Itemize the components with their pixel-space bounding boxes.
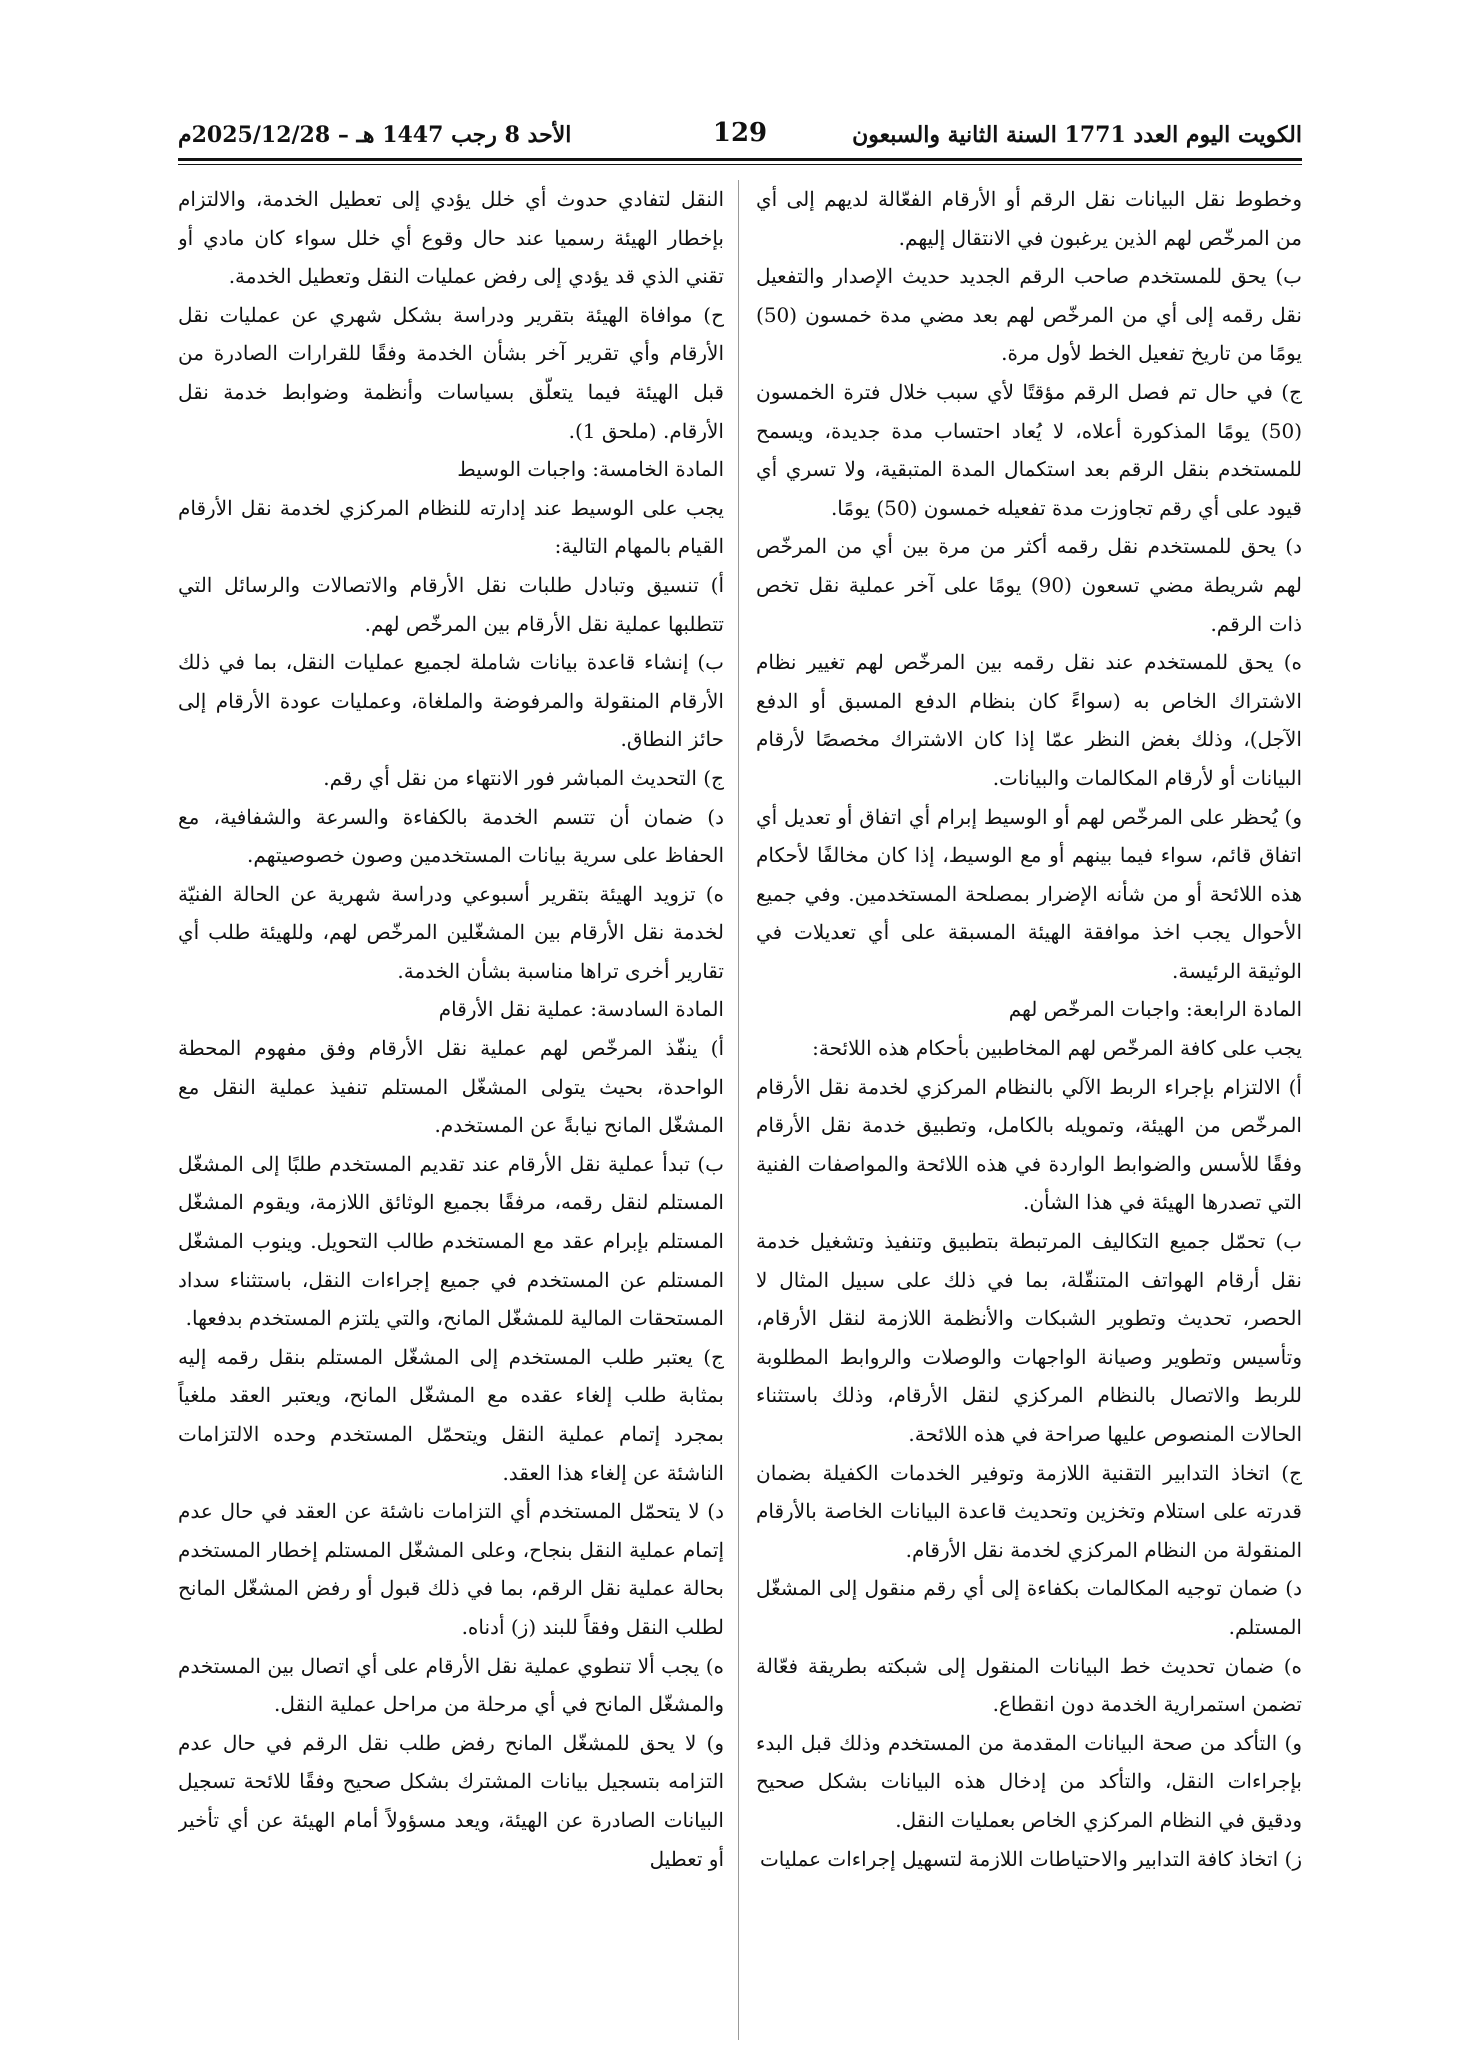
paragraph: ح) موافاة الهيئة بتقرير ودراسة بشكل شهري عن عمليات نقل الأرقام وأي تقرير آخر بشأن الخدمة وفقًا للقرارات الصادرة من قبل الهيئة فيما يتعلّق بسياسات وأنظمة وضوابط خدمة نقل الأرقام. (ملحق 1).	[178, 302, 724, 443]
right-column	[756, 180, 1302, 2040]
paragraph: د) ضمان توجيه المكالمات بكفاءة إلى أي رقم منقول إلى المشغّل المستلم.	[756, 1576, 1302, 1639]
paragraph: د) يحق للمستخدم نقل رقمه أكثر من مرة بين أي من المرخّص لهم شريطة مضي تسعون (90) يومًا على آخر عملية نقل تخص ذات الرقم.	[756, 534, 1302, 636]
left-column	[178, 180, 724, 2040]
paragraph: و) يُحظر على المرخّص لهم أو الوسيط إبرام أي اتفاق أو تعديل أي اتفاق قائم، سواء فيما بينهم أو مع الوسيط، إذا كان مخالفًا لأحكام هذه اللائحة أو من شأنه الإضرار بمصلحة المستخدمين. وفي جميع الأحوال يجب اخذ موافقة الهيئة المسبقة على أي تعديلات في الوثيقة الرئيسة.	[756, 804, 1302, 983]
paragraph: ج) يعتبر طلب المستخدم إلى المشغّل المستلم بنقل رقمه إليه بمثابة طلب إلغاء عقده مع المشغّل المانح، ويعتبر العقد ملغياً بمجرد إتمام عملية النقل ويتحمّل المستخدم وحده الالتزامات الناشئة عن إلغاء هذا العقد.	[178, 1344, 724, 1485]
paragraph: ه) يجب ألا تنطوي عملية نقل الأرقام على أي اتصال بين المستخدم والمشغّل المانح في أي مرحلة من مراحل عملية النقل.	[178, 1653, 724, 1717]
paragraph: وخطوط نقل البيانات نقل الرقم أو الأرقام الفعّالة لديهم إلى أي من المرخّص لهم الذين يرغبون في الانتقال إليهم.	[756, 187, 1302, 250]
paragraph: ب) تبدأ عملية نقل الأرقام عند تقديم المستخدم طلبًا إلى المشغّل المستلم لنقل رقمه، مرفقًا بجميع الوثائق اللازمة، ويقوم المشغّل المستلم بإبرام عقد مع المستخدم طالب التحويل. وينوب المشغّل المستلم عن المستخدم في جميع إجراءات النقل، باستثناء سداد المستحقات المالية للمشغّل المانح، والتي يلتزم المستخدم بدفعها.	[178, 1151, 724, 1331]
paragraph: و) التأكد من صحة البيانات المقدمة من المستخدم وذلك قبل البدء بإجراءات النقل، والتأكد من إدخال هذه البيانات بشكل صحيح ودقيق في النظام المركزي الخاص بعمليات النقل.	[756, 1730, 1302, 1832]
header-rule-thick	[178, 158, 1302, 161]
paragraph: ج) في حال تم فصل الرقم مؤقتًا لأي سبب خلال فترة الخمسون (50) يومًا المذكورة أعلاه، لا يُعاد احتساب مدة جديدة، ويسمح للمستخدم بنقل الرقم بعد استكمال المدة المتبقية، ولا تسري أي قيود على أي رقم تجاوزت مدة تفعيله خمسون (50) يومًا.	[756, 379, 1302, 520]
page-number: 129	[712, 118, 768, 148]
paragraph: يجب على كافة المرخّص لهم المخاطبين بأحكام هذه اللائحة:	[812, 1036, 1302, 1061]
paragraph: ه) يحق للمستخدم عند نقل رقمه بين المرخّص لهم تغيير نظام الاشتراك الخاص به (سواءً كان بنظام الدفع المسبق أو الدفع الآجل)، وذلك بغض النظر عمّا إذا كان الاشتراك مخصصًا لأرقام البيانات أو لأرقام المكالمات والبيانات.	[756, 650, 1302, 790]
paragraph: أ) تنسيق وتبادل طلبات نقل الأرقام والاتصالات والرسائل التي تتطلبها عملية نقل الأرقام بين المرخّص لهم.	[178, 572, 724, 636]
paragraph: أ) ينفّذ المرخّص لهم عملية نقل الأرقام وفق مفهوم المحطة الواحدة، بحيث يتولى المشغّل المستلم تنفيذ عملية النقل مع المشغّل المانح نيابةً عن المستخدم.	[178, 1036, 724, 1138]
column-divider	[738, 180, 739, 2040]
paragraph: و) لا يحق للمشغّل المانح رفض طلب نقل الرقم في حال عدم التزامه بتسجيل بيانات المشترك بشكل صحيح وفقًا للائحة تسجيل البيانات الصادرة عن الهيئة، ويعد مسؤولاً أمام الهيئة عن أي تأخير أو تعطيل	[178, 1730, 724, 1871]
paragraph: د) لا يتحمّل المستخدم أي التزامات ناشئة عن العقد في حال عدم إتمام عملية النقل بنجاح، وعلى المشغّل المستلم إخطار المستخدم بحالة عملية نقل الرقم، بما في ذلك قبول أو رفض المشغّل المانح لطلب النقل وفقاً للبند (ز) أدناه.	[178, 1499, 724, 1639]
paragraph: ج) التحديث المباشر فور الانتهاء من نقل أي رقم.	[323, 765, 724, 790]
article-heading: المادة السادسة: عملية نقل الأرقام	[438, 997, 724, 1022]
header-date: الأحد 8 رجب 1447 هـ – 2025/12/28م	[178, 122, 572, 148]
paragraph: ب) يحق للمستخدم صاحب الرقم الجديد حديث الإصدار والتفعيل نقل رقمه إلى أي من المرخّص لهم بعد مضي مدة خمسون (50) يومًا من تاريخ تفعيل الخط لأول مرة.	[756, 264, 1302, 366]
page-header	[178, 118, 1302, 158]
paragraph: يجب على الوسيط عند إدارته للنظام المركزي لخدمة نقل الأرقام القيام بالمهام التالية:	[178, 495, 724, 559]
article-heading: المادة الرابعة: واجبات المرخّص لهم	[1008, 997, 1302, 1022]
paragraph: النقل لتفادي حدوث أي خلل يؤدي إلى تعطيل الخدمة، والالتزام بإخطار الهيئة رسميا عند حال وقوع أي خلل سواء كان مادي أو تقني الذي قد يؤدي إلى رفض عمليات النقل وتعطيل الخدمة.	[178, 187, 724, 289]
paragraph: ه) تزويد الهيئة بتقرير أسبوعي ودراسة شهرية عن الحالة الفنيّة لخدمة نقل الأرقام بين المشغّلين المرخّص لهم، وللهيئة طلب أي تقارير أخرى تراها مناسبة بشأن الخدمة.	[178, 881, 724, 983]
paragraph: ج) اتخاذ التدابير التقنية اللازمة وتوفير الخدمات الكفيلة بضمان قدرته على استلام وتخزين وتحديث قاعدة البيانات الخاصة بالأرقام المنقولة من النظام المركزي لخدمة نقل الأرقام.	[756, 1460, 1302, 1562]
header-rule-thin	[178, 164, 1302, 165]
paragraph: ب) تحمّل جميع التكاليف المرتبطة بتطبيق وتنفيذ وتشغيل خدمة نقل أرقام الهواتف المتنقّلة، بما في ذلك على سبيل المثال لا الحصر، تحديث وتطوير الشبكات والأنظمة اللازمة لنقل الأرقام، وتأسيس وتطوير وصيانة الواجهات والوصلات والروابط المطلوبة للربط والاتصال بالنظام المركزي لنقل الأرقام، وذلك باستثناء الحالات المنصوص عليها صراحة في هذه اللائحة.	[756, 1229, 1302, 1446]
paragraph: أ) الالتزام بإجراء الربط الآلي بالنظام المركزي لخدمة نقل الأرقام المرخّص من الهيئة، وتمويله بالكامل، وتطبيق خدمة نقل الأرقام وفقًا للأسس والضوابط الواردة في هذه اللائحة والمواصفات الفنية التي تصدرها الهيئة في هذا الشأن.	[756, 1074, 1302, 1215]
article-heading: المادة الخامسة: واجبات الوسيط	[457, 457, 724, 482]
paragraph: ه) ضمان تحديث خط البيانات المنقول إلى شبكته بطريقة فعّالة تضمن استمرارية الخدمة دون انقطاع.	[756, 1653, 1302, 1717]
paragraph: ز) اتخاذ كافة التدابير والاحتياطات اللازمة لتسهيل إجراءات عمليات	[759, 1846, 1302, 1871]
header-publication: الكويت اليوم العدد 1771 السنة الثانية والسبعون	[852, 122, 1302, 148]
paragraph: ب) إنشاء قاعدة بيانات شاملة لجميع عمليات النقل، بما في ذلك الأرقام المنقولة والمرفوضة والملغاة، وعمليات عودة الأرقام إلى حائز النطاق.	[178, 650, 724, 752]
paragraph: د) ضمان أن تتسم الخدمة بالكفاءة والسرعة والشفافية، مع الحفاظ على سرية بيانات المستخدمين وصون خصوصيتهم.	[178, 804, 724, 868]
